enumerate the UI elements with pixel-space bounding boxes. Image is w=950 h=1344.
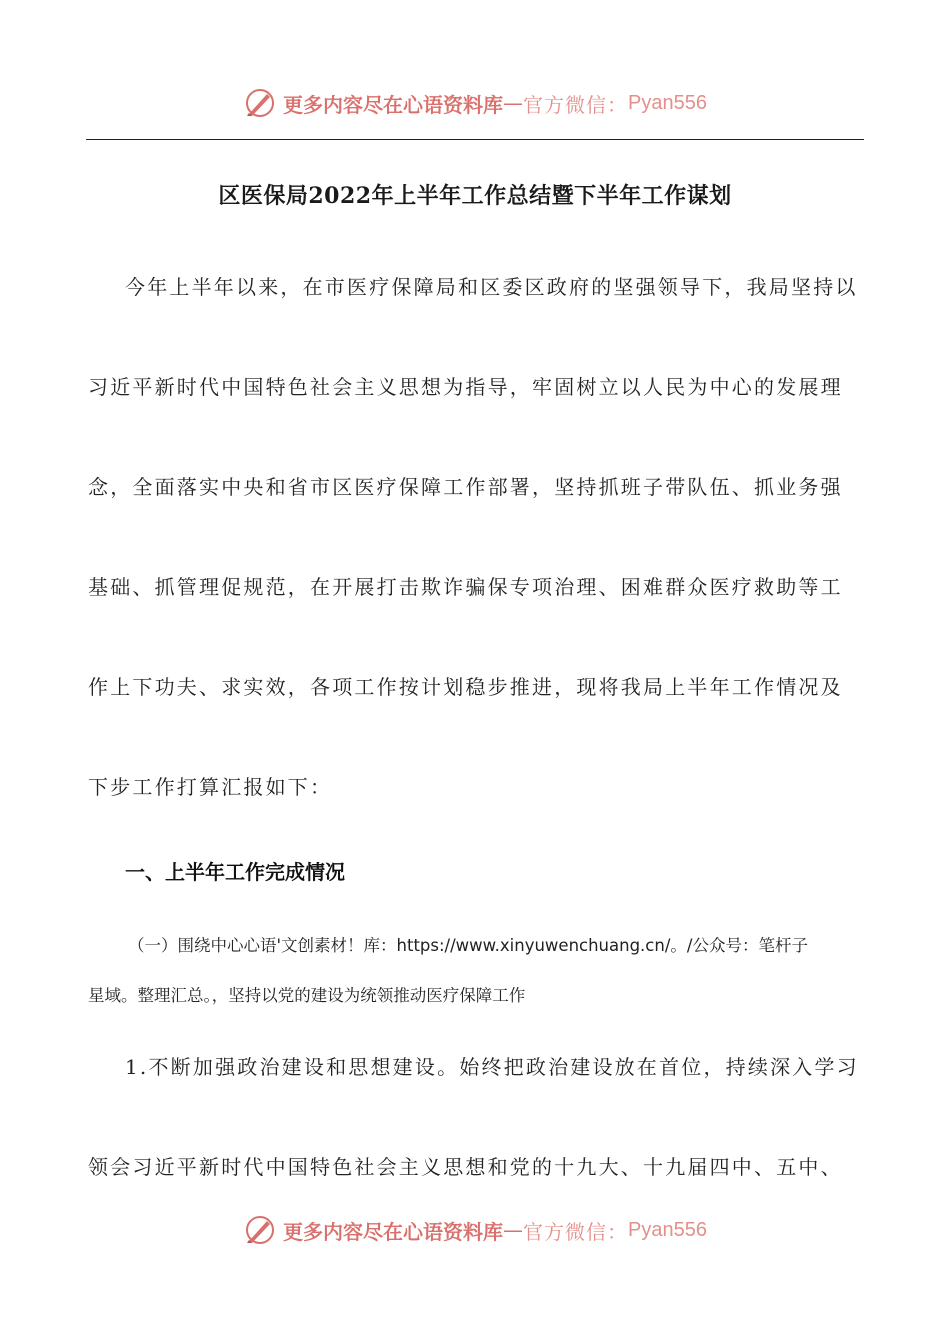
pen-logo-icon [243,86,277,120]
intro-line-6: 下步工作打算汇报如下： [88,775,333,799]
header-watermark [0,86,950,120]
document-title: 区医保局2022年上半年工作总结暨下半年工作谋划 [218,183,732,209]
watermark-wechat-id: Pyan556 [628,1218,707,1241]
watermark-subtitle: 官方微信： [523,1219,629,1244]
watermark-subtitle: 官方微信： [523,92,629,117]
subsection-line-2: 星域。整理汇总。，坚持以党的建设为统领推动医疗保障工作 [88,986,526,1005]
section-heading-1: 一、上半年工作完成情况 [125,860,345,884]
intro-line-2: 习近平新时代中国特色社会主义思想为指导，牢固树立以人民为中心的发展理 [88,375,843,399]
item-1-line-2: 领会习近平新时代中国特色社会主义思想和党的十九大、十九届四中、五中、 [88,1155,843,1179]
footer-watermark [0,1213,950,1247]
intro-line-5: 作上下功夫、求实效，各项工作按计划稳步推进，现将我局上半年工作情况及 [88,675,843,699]
watermark-wechat-id: Pyan556 [628,91,707,114]
item-1-line-1: 1.不断加强政治建设和思想建设。始终把政治建设放在首位，持续深入学习 [125,1055,859,1079]
watermark-dash: — [503,1218,524,1242]
header-divider [86,139,864,140]
watermark-dash: — [503,91,524,115]
subsection-line-1: （一）围绕中心心语'文创素材！库：https://www.xinyuwenchuang.cn/。/公众号：笔杆子 [128,936,808,955]
watermark-title: 更多内容尽在心语资料库 [283,92,504,117]
watermark-title: 更多内容尽在心语资料库 [283,1219,504,1244]
intro-line-4: 基础、抓管理促规范，在开展打击欺诈骗保专项治理、困难群众医疗救助等工 [88,575,843,599]
intro-line-1: 今年上半年以来，在市医疗保障局和区委区政府的坚强领导下，我局坚持以 [125,275,858,299]
intro-line-3: 念，全面落实中央和省市区医疗保障工作部署，坚持抓班子带队伍、抓业务强 [88,475,843,499]
pen-logo-icon [243,1213,277,1247]
